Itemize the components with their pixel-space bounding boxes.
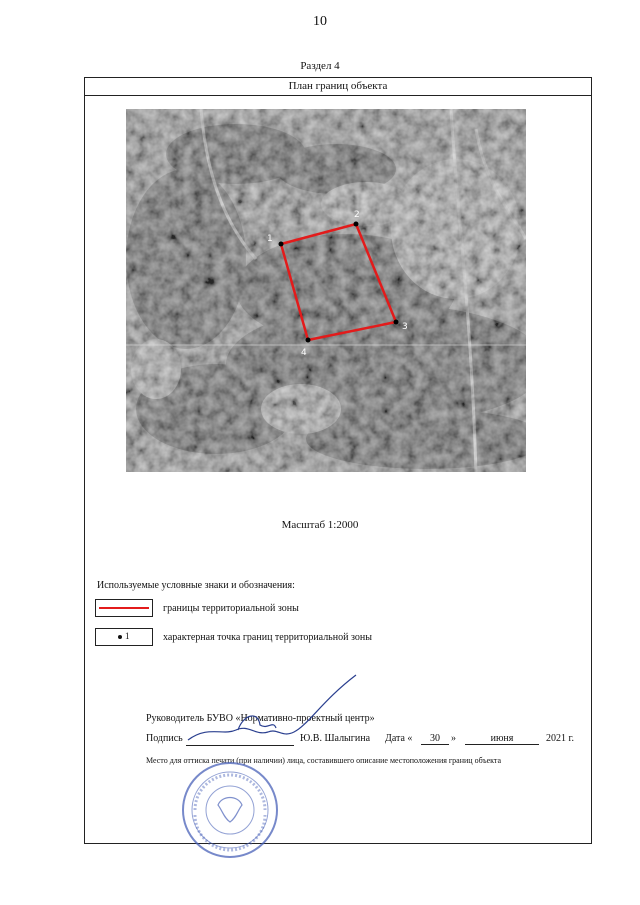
date-day: 30: [421, 733, 449, 745]
boundary-point-1: [279, 242, 284, 247]
page-number: 10: [313, 14, 327, 29]
point-label-1: 1: [267, 234, 273, 244]
position-line: Руководитель БУВО «Нормативно-проектный центр»: [146, 713, 375, 724]
point-label-3: 3: [402, 322, 408, 332]
point-label-2: 2: [354, 210, 360, 220]
boundary-point-2: [354, 222, 359, 227]
aerial-map: [126, 109, 526, 472]
legend-symbol-point: [95, 628, 153, 646]
legend-symbol-boundary: [95, 599, 153, 617]
legend-heading: Используемые условные знаки и обозначения:: [97, 580, 295, 591]
point-symbol: [118, 635, 122, 639]
legend-text-boundary: границы территориальной зоны: [163, 603, 299, 614]
date-year: 2021 г.: [546, 733, 574, 744]
signer-name: Ю.В. Шалыгина: [300, 733, 371, 744]
red-line-symbol: [99, 607, 149, 609]
date-month: июня: [465, 733, 539, 745]
date-label: Дата «: [385, 733, 413, 744]
section-title: Раздел 4: [300, 60, 340, 72]
official-seal: [180, 760, 280, 860]
boundary-point-4: [306, 338, 311, 343]
date-quote-close: »: [451, 733, 456, 744]
boundary-point-3: [394, 320, 399, 325]
signature-label: Подпись: [146, 733, 183, 744]
frame-header: План границ объекта: [84, 77, 592, 96]
legend-point-number: 1: [125, 631, 130, 641]
point-label-4: 4: [301, 348, 307, 358]
map-texture: [126, 109, 526, 472]
stamp-note: Место для оттиска печати (при наличии) лица, составившего описание местоположения границ объекта: [146, 756, 502, 765]
map-scale: Масштаб 1:2000: [281, 519, 359, 531]
legend-text-point: характерная точка границ территориальной зоны: [163, 632, 372, 643]
